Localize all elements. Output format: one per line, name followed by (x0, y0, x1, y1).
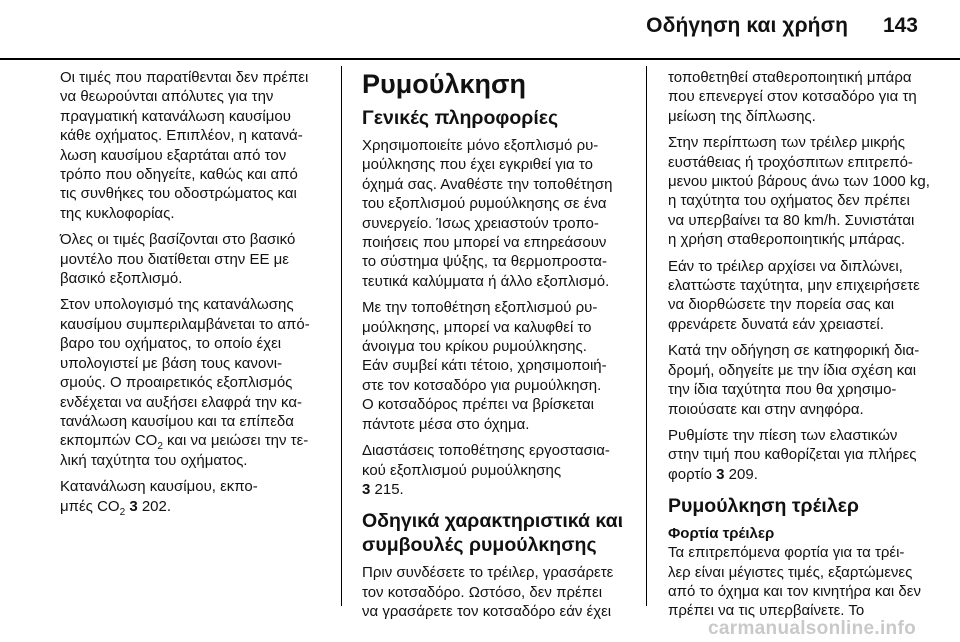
minor-heading: Φορτία τρέιλερ (668, 525, 775, 543)
text-line: βαρο του οχήματος, το οποίο έχει (60, 335, 282, 353)
text-line: Όλες οι τιμές βασίζονται στο βασικό (60, 231, 296, 249)
text-line: μείωση της δίπλωσης. (668, 107, 816, 125)
text-line: στε τον κοτσαδόρο για ρυμούλκηση. (362, 376, 602, 394)
text-line: το σύστημα ψύξης, τα θερμοπροστα- (362, 253, 607, 271)
text-line: όχημά σας. Αναθέστε την τοποθέτηση (362, 175, 613, 193)
page-reference[interactable]: 215. (370, 480, 404, 498)
subsection-heading: Γενικές πληροφορίες (362, 107, 559, 129)
page-reference-arrow-icon[interactable]: 3 (716, 465, 725, 483)
text-line: τανάλωση καυσίμου και τα επίπεδα (60, 412, 294, 430)
text-line: υπολογιστεί με βάση τους κανονι- (60, 354, 283, 372)
text-line: βασικό εξοπλισμό. (60, 270, 183, 288)
running-title: Οδήγηση και χρήση (646, 14, 848, 37)
text-line: μενου μικτού βάρους άνω των 1000 kg, (668, 173, 930, 191)
text-line: να θεωρούνται απόλυτες για την (60, 88, 274, 106)
column-divider-1 (341, 66, 342, 606)
text-line: φρενάρετε δυνατά εάν χρειαστεί. (668, 315, 884, 333)
subsection-heading (362, 509, 626, 557)
text-line: Στον υπολογισμό της κατανάλωσης (60, 296, 294, 314)
text-line: μούλκησης που έχει εγκριθεί για το (362, 156, 593, 174)
column-3 (668, 68, 930, 628)
header-rule (0, 58, 960, 60)
text-line: λική ταχύτητα του οχήματος. (60, 451, 248, 469)
page-reference[interactable]: 202. (137, 497, 172, 515)
paragraph (668, 68, 930, 126)
watermark: carmanualsonline.info (708, 618, 916, 639)
text-line: Διαστάσεις τοποθέτησης εργοστασια- (362, 442, 610, 460)
text-line: ποιούσατε και στην ανηφόρα. (668, 400, 864, 418)
text-line: της κυκλοφορίας. (60, 204, 175, 222)
text-line: ελαττώστε ταχύτητα, μην επιχειρήσετε (668, 277, 920, 295)
paragraph (362, 136, 626, 291)
page-header (0, 0, 960, 60)
text-line: σμούς. Ο προαιρετικός εξοπλισμός (60, 374, 293, 392)
text-line: τοποθετηθεί σταθεροποιητική μπάρα (668, 69, 912, 86)
text-line: τις συνθήκες του οδοστρώματος και (60, 185, 297, 203)
paragraph (668, 257, 930, 335)
paragraph (668, 543, 930, 621)
text-line: η ταχύτητα του οχήματος δεν πρέπει (668, 192, 910, 210)
text-line: τευτικά καλύμματα ή άλλο εξοπλισμό. (362, 272, 610, 290)
text-line: ευστάθειας ή τροχόσπιτων επιτρεπό- (668, 153, 913, 171)
text-line: Τα επιτρεπόμενα φορτία για τα τρέι- (668, 544, 905, 562)
page-reference-arrow-icon[interactable]: 3 (129, 497, 138, 515)
column-divider-2 (646, 66, 647, 606)
text-line (668, 465, 930, 484)
text-line: κάθε οχήματος. Επιπλέον, η κατανά- (60, 127, 303, 145)
page-number: 143 (882, 14, 918, 37)
section-heading: Ρυμούλκηση (362, 69, 526, 99)
paragraph (362, 563, 626, 621)
text-fragment: μπές CO (60, 497, 120, 515)
heading-line: συμβουλές ρυμούλκησης (362, 534, 597, 557)
text-line: πραγματική κατανάλωση καυσίμου (60, 107, 291, 125)
text-line: Ρυθμίστε την πίεση των ελαστικών (668, 426, 898, 444)
text-fragment: φορτίο (668, 465, 712, 483)
text-line: από το όχημα και τον κινητήρα και δεν (668, 582, 921, 600)
text-line: να γρασάρετε τον κοτσαδόρο εάν έχει (362, 603, 612, 621)
text-line: ποιήσεις που μπορεί να επηρεάσουν (362, 234, 607, 252)
text-line: την ίδια ταχύτητα που θα χρησιμο- (668, 381, 897, 399)
text-line: Εάν συμβεί κάτι τέτοιο, χρησιμοποιή- (362, 357, 607, 375)
text-line: δρομή, οδηγείτε με την ίδια σχέση και (668, 361, 917, 379)
paragraph (60, 295, 322, 470)
paragraph (362, 298, 626, 434)
text-line: Ο κοτσαδόρος πρέπει να βρίσκεται (362, 396, 594, 414)
text-line: Χρησιμοποιείτε μόνο εξοπλισμό ρυ- (362, 137, 599, 154)
paragraph (668, 133, 930, 249)
paragraph (668, 426, 930, 484)
text-line: πρέπει να τις υπερβαίνετε. Το (668, 602, 865, 620)
text-line (362, 480, 626, 499)
text-line (60, 497, 322, 516)
paragraph (362, 441, 626, 499)
text-line: που επενεργεί στον κοτσαδόρο για τη (668, 88, 917, 106)
paragraph (60, 230, 322, 288)
text-line: λωση καυσίμου εξαρτάται από τον (60, 146, 287, 164)
paragraph (668, 341, 930, 419)
column-1 (60, 68, 322, 523)
subscript: 2 (119, 506, 126, 518)
subsection-heading: Ρυμούλκηση τρέιλερ (668, 495, 859, 518)
text-line: μοντέλο που διατίθεται στην ΕΕ με (60, 250, 289, 268)
text-line: πάντοτε μέσα στο όχημα. (362, 415, 530, 433)
text-line: λερ είναι μέγιστες τιμές, εξαρτώμενες (668, 563, 913, 581)
column-2 (362, 68, 626, 629)
text-fragment: και να μειώσει την τε- (162, 432, 309, 450)
heading-line: Οδηγικά χαρακτηριστικά και (362, 510, 624, 533)
text-line: να υπερβαίνει τα 80 km/h. Συνιστάται (668, 211, 915, 229)
text-line: Στην περίπτωση των τρέιλερ μικρής (668, 134, 905, 152)
text-line: συνεργείο. Ίσως χρειαστούν τροπο- (362, 214, 599, 232)
text-line: Πριν συνδέσετε το τρέιλερ, γρασάρετε (362, 564, 614, 582)
page-reference[interactable]: 209. (724, 465, 758, 483)
text-line: μούλκησης, μπορεί να καλυφθεί το (362, 318, 592, 336)
text-line: καυσίμου συμπεριλαμβάνεται το από- (60, 315, 310, 333)
paragraph (60, 68, 322, 223)
text-fragment: εκπομπών CO (60, 432, 158, 450)
subscript: 2 (157, 441, 163, 453)
text-line: του εξοπλισμού ρυμούλκησης σε ένα (362, 195, 607, 213)
text-line: Με την τοποθέτηση εξοπλισμού ρυ- (362, 299, 598, 317)
text-line: Οι τιμές που παρατίθενται δεν πρέπει (60, 69, 309, 86)
text-line: η χρήση σταθεροποιητικής μπάρας. (668, 231, 906, 249)
text-line: Εάν το τρέιλερ αρχίσει να διπλώνει, (668, 257, 903, 275)
text-line: Κατανάλωση καυσίμου, εκπο- (60, 478, 258, 496)
text-line: τρόπο που οδηγείτε, καθώς και από (60, 166, 298, 184)
page-reference-arrow-icon[interactable]: 3 (362, 480, 371, 498)
text-line: να διορθώσετε την πορεία σας και (668, 296, 895, 314)
text-line: στην τιμή που καθορίζεται για πλήρες (668, 446, 917, 464)
text-line: κού εξοπλισμού ρυμούλκησης (362, 461, 562, 479)
text-line (60, 431, 322, 453)
paragraph (60, 477, 322, 516)
text-line: τον κοτσαδόρο. Ωστόσο, δεν πρέπει (362, 583, 603, 601)
text-line: Κατά την οδήγηση σε κατηφορική δια- (668, 342, 920, 360)
text-line: άνοιγμα του κρίκου ρυμούλκησης. (362, 338, 587, 356)
text-line: ενδέχεται να αυξήσει ελαφρά την κα- (60, 393, 303, 411)
